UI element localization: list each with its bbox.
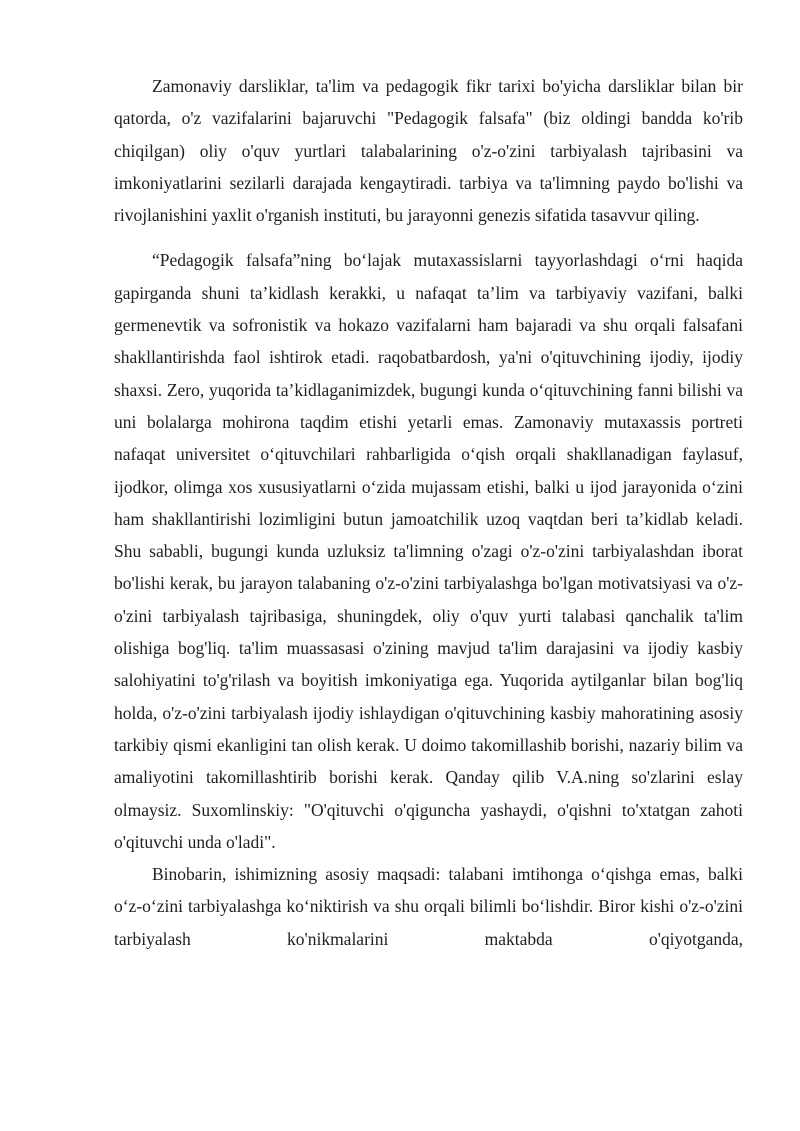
paragraph-main-goal: Binobarin, ishimizning asosiy maqsadi: talabani imtihonga oʻqishga emas, balki oʻz-oʻzini tarbiyalashga koʻniktirish va shu orqali bilimli boʻlishdir. Biror kishi o'z-o'zini tarbiyalash ko'nikmalarini maktabda o'qiyotganda, — [114, 864, 743, 949]
paragraph-intro: Zamonaviy darsliklar, ta'lim va pedagogik fikr tarixi bo'yicha darsliklar bilan bir qatorda, o'z vazifalarini bajaruvchi "Pedagogik falsafa" (biz oldingi bandda ko'rib chiqilgan) oliy o'quv yurtlari talabalarining o'z-o'zini tarbiyalash tajribasini va imkoniyatlarini sezilarli darajada kengaytiradi. tarbiya va ta'limning paydo bo'lishi va rivojlanishini yaxlit o'rganish instituti, bu jarayonni genezis sifatida tasavvur qiling. — [114, 76, 743, 226]
paragraph-pedagogical-philosophy: “Pedagogik falsafa”ning boʻlajak mutaxassislarni tayyorlashdagi oʻrni haqida gapirganda shuni taʼkidlash kerakki, u nafaqat taʼlim va tarbiyaviy vazifani, balki germenevtik va sofronistik va hokazo vazifalarni ham bajaradi va shu orqali falsafani shakllantirishda faol ishtirok etadi. raqobatbardosh, ya'ni o'qituvchining ijodiy, ijodiy shaxsi. Zero, yuqorida taʼkidlaganimizdek, bugungi kunda oʻqituvchining fanni bilishi va uni bolalarga mohirona taqdim etishi yetarli emas. Zamonaviy mutaxassis portreti nafaqat universitet oʻqituvchilari rahbarligida oʻqish orqali shakllanadigan faylasuf, ijodkor, olimga xos xususiyatlarni oʻzida mujassam etishi, balki u ijod jarayonida oʻzini ham shakllantirishi lozimligini butun jamoatchilik uzoq vaqtdan beri taʼkidlab keladi. Shu sababli, bugungi kunda uzluksiz ta'limning o'zagi o'z-o'zini tarbiyalashdan iborat bo'lishi kerak, bu jarayon talabaning o'z-o'zini tarbiyalashga bo'lgan motivatsiyasi va o'z-o'zini tarbiyalash tajribasiga, shuningdek, oliy o'quv yurti talabasi qanchalik ta'lim olishiga bog'liq. ta'lim muassasasi o'zining mavjud ta'lim darajasini va ijodiy kasbiy salohiyatini to'g'rilash va boyitish imkoniyatiga ega. Yuqorida aytilganlar bilan bog'liq holda, o'z-o'zini tarbiyalash ijodiy ishlaydigan o'qituvchining kasbiy mahoratining asosiy tarkibiy qismi ekanligini tan olish kerak. U doimo takomillashib borishi, nazariy bilim va amaliyotini takomillashtirib borishi kerak. Qanday qilib V.A.ning so'zlarini eslay olmaysiz. Suxomlinskiy: "O'qituvchi o'qiguncha yashaydi, o'qishni to'xtatgan zahoti o'qituvchi unda o'ladi". — [114, 250, 743, 852]
